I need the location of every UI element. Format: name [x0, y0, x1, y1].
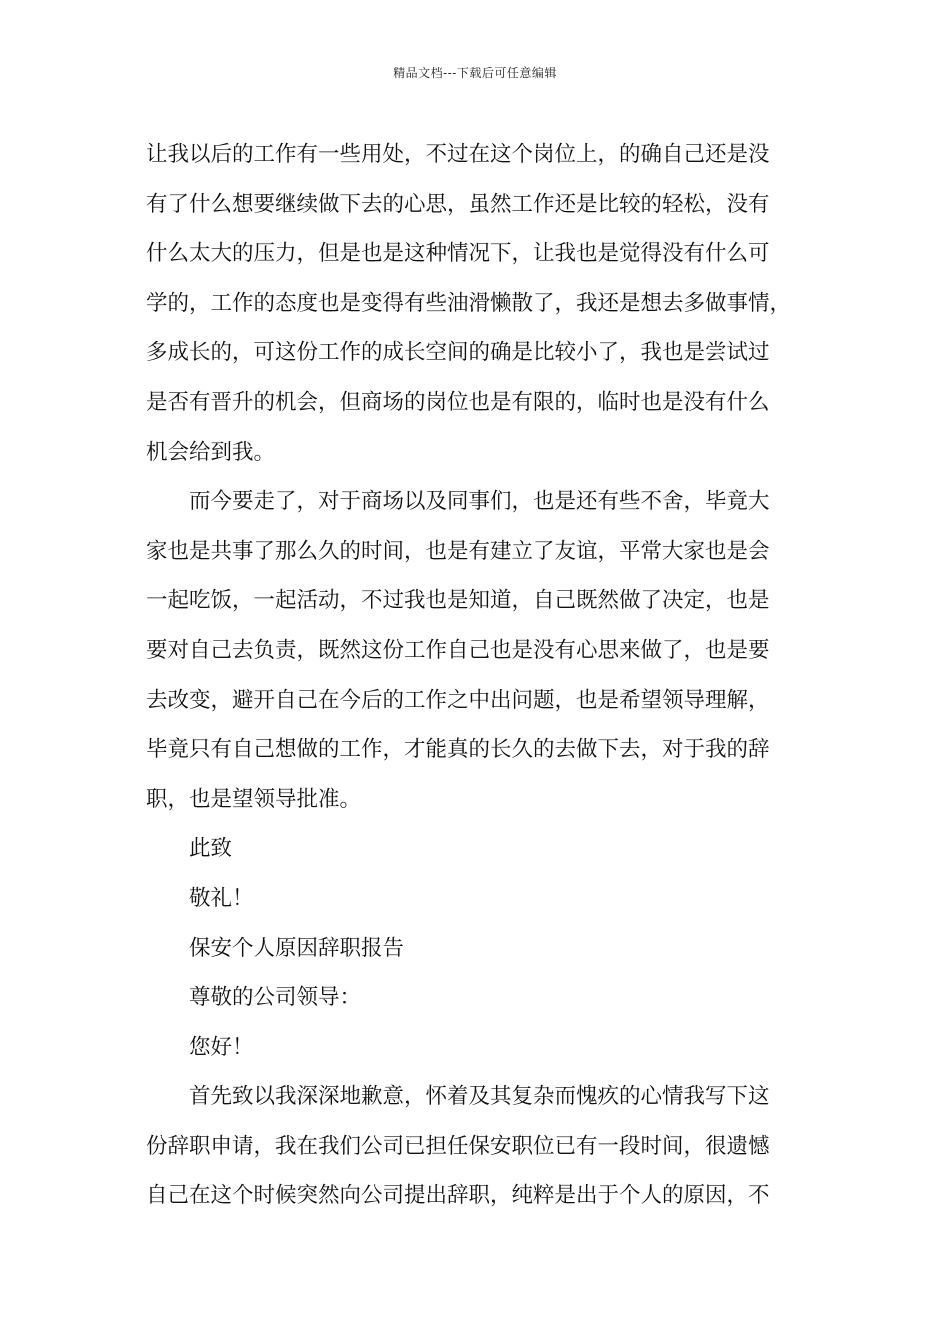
text-line: 去改变，避开自己在今后的工作之中出问题，也是希望领导理解，: [146, 687, 770, 713]
closing-salutation: 敬礼！: [189, 885, 254, 911]
text-line: 是否有晋升的机会，但商场的岗位也是有限的，临时也是没有什么: [146, 389, 770, 415]
text-line: 机会给到我。: [146, 439, 276, 465]
text-line: 家也是共事了那么久的时间，也是有建立了友谊，平常大家也是会: [146, 538, 770, 564]
text-line: 要对自己去负责，既然这份工作自己也是没有心思来做了，也是要: [146, 637, 770, 663]
closing-line: 此致: [189, 836, 233, 862]
text-line: 职，也是望领导批准。: [146, 786, 362, 812]
text-line: 毕竟只有自己想做的工作，才能真的长久的去做下去，对于我的辞: [146, 737, 770, 763]
text-line: 学的，工作的态度也是变得有些油滑懒散了，我还是想去多做事情，: [146, 290, 792, 316]
document-body: [146, 130, 818, 1221]
text-line: 而今要走了，对于商场以及同事们，也是还有些不舍，毕竟大: [189, 489, 770, 515]
text-line: 多成长的，可这份工作的成长空间的确是比较小了，我也是尝试过: [146, 340, 770, 366]
text-line: 自己在这个时候突然向公司提出辞职，纯粹是出于个人的原因，不: [146, 1183, 770, 1209]
text-line: 份辞职申请，我在我们公司已担任保安职位已有一段时间，很遗憾: [146, 1133, 770, 1159]
greeting-recipient: 尊敬的公司领导：: [189, 985, 362, 1011]
page-header: 精品文档---下载后可任意编辑: [393, 66, 557, 80]
text-line: 有了什么想要继续做下去的心思，虽然工作还是比较的轻松，没有: [146, 191, 770, 217]
text-line: 什么太大的压力，但是也是这种情况下，让我也是觉得没有什么可: [146, 241, 770, 267]
text-line: 首先致以我深深地歉意，怀着及其复杂而愧疚的心情我写下这: [189, 1084, 770, 1110]
greeting: 您好！: [189, 1034, 254, 1060]
text-line: 让我以后的工作有一些用处，不过在这个岗位上，的确自己还是没: [146, 142, 770, 167]
section-title: 保安个人原因辞职报告: [189, 935, 405, 961]
text-line: 一起吃饭，一起活动，不过我也是知道，自己既然做了决定，也是: [146, 588, 770, 614]
